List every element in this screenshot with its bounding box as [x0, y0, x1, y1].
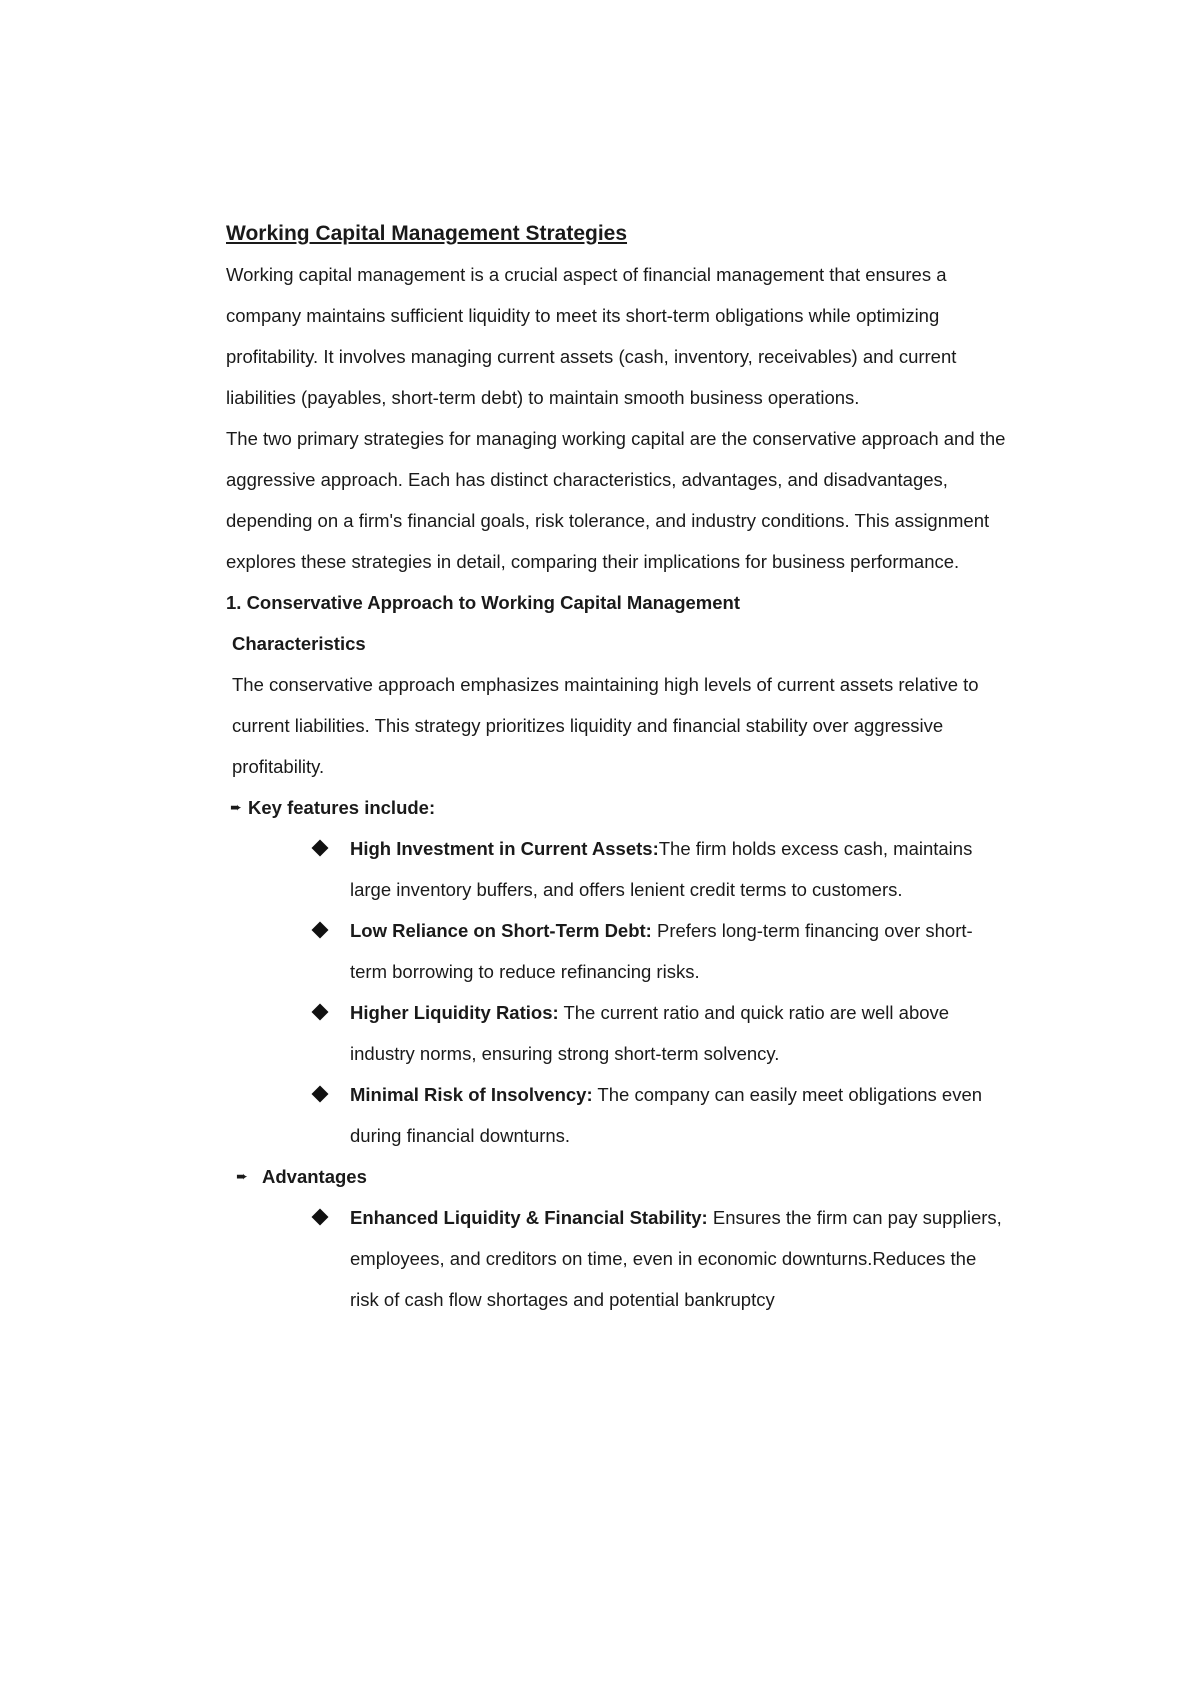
diamond-bullet-icon — [312, 1004, 329, 1021]
advantages-list — [226, 1197, 1006, 1320]
list-item-text: Ensures the firm can pay suppliers, employees, and creditors on time, even in economic downturns.Reduces the risk of cash flow shortages and potential bankruptcy — [350, 1207, 1002, 1310]
list-item-term: Higher Liquidity Ratios: — [350, 1002, 559, 1023]
arrow-bullet-icon: ➨ — [230, 799, 242, 815]
list-item-text: The current ratio and quick ratio are well above industry norms, ensuring strong short-term solvency. — [350, 1002, 950, 1064]
list-item-text: Prefers long-term financing over short-term borrowing to reduce refinancing risks. — [350, 920, 973, 982]
list-item-term: Enhanced Liquidity & Financial Stability: — [350, 1207, 708, 1228]
list-item — [350, 910, 1006, 992]
intro-paragraph-2: The two primary strategies for managing working capital are the conservative approach and the aggressive approach. Each has distinct characteristics, advantages, and disadvantages, depending on a firm's financial goals, risk tolerance, and industry conditions. This assignment explores these strategies in detail, comparing their implications for business performance. — [226, 428, 1006, 572]
key-features-label — [226, 787, 1006, 828]
document-page — [226, 214, 1006, 1320]
characteristics-heading: Characteristics — [232, 633, 366, 654]
section-heading: 1. Conservative Approach to Working Capital Management — [226, 592, 740, 613]
diamond-bullet-icon — [312, 1086, 329, 1103]
list-item-term: Low Reliance on Short-Term Debt: — [350, 920, 652, 941]
document-title: Working Capital Management Strategies — [226, 222, 628, 245]
key-features-label-text: Key features include: — [248, 797, 436, 818]
list-item — [350, 1197, 1006, 1320]
list-item-text: The firm holds excess cash, maintains large inventory buffers, and offers lenient credit terms to customers. — [350, 838, 973, 900]
diamond-bullet-icon — [312, 840, 329, 857]
diamond-bullet-icon — [312, 922, 329, 939]
diamond-bullet-icon — [312, 1209, 329, 1226]
intro-paragraph-1: Working capital management is a crucial aspect of financial management that ensures a company maintains sufficient liquidity to meet its short-term obligations while optimizing profitability. It involves managing current assets (cash, inventory, receivables) and current liabilities (payables, short-term debt) to maintain smooth business operations. — [226, 264, 957, 408]
list-item-term: High Investment in Current Assets: — [350, 838, 659, 859]
list-item-term: Minimal Risk of Insolvency: — [350, 1084, 593, 1105]
arrow-bullet-icon: ➨ — [236, 1168, 248, 1184]
list-item — [350, 1074, 1006, 1156]
list-item-text: The company can easily meet obligations even during financial downturns. — [350, 1084, 983, 1146]
list-item — [350, 828, 1006, 910]
advantages-label-text: Advantages — [262, 1166, 367, 1187]
characteristics-paragraph: The conservative approach emphasizes maintaining high levels of current assets relative to current liabilities. This strategy prioritizes liquidity and financial stability over aggressive profitability. — [232, 674, 979, 777]
key-features-list — [226, 828, 1006, 1156]
advantages-label — [226, 1156, 1006, 1197]
list-item — [350, 992, 1006, 1074]
